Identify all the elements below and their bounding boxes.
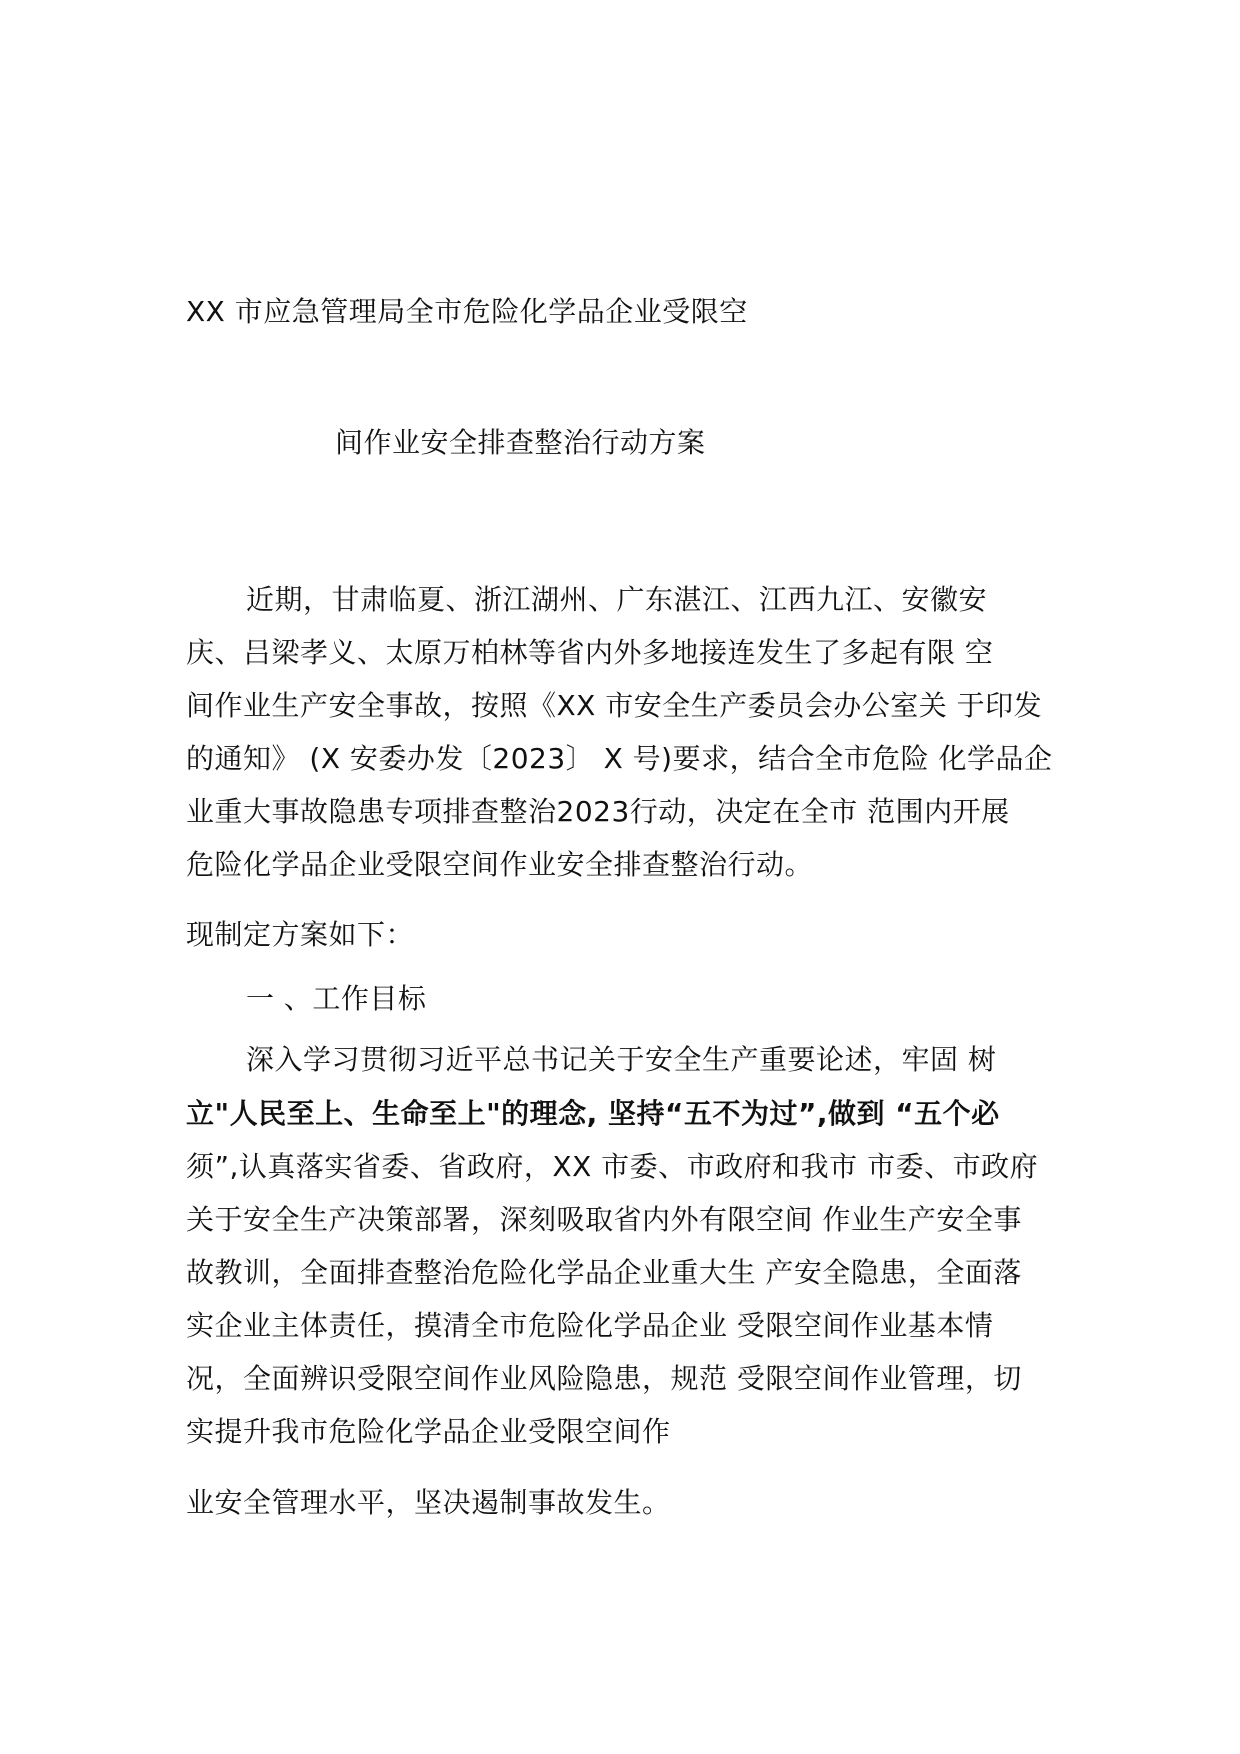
intro-line-1: 近期，甘肃临夏、浙江湖州、广东湛江、江西九江、安徽安 — [246, 583, 988, 616]
goal-line-4: 关于安全生产决策部署，深刻吸取省内外有限空间 作业生产安全事 — [186, 1203, 1022, 1236]
goal-line-3: 须”,认真落实省委、省政府，XX 市委、市政府和我市 市委、市政府 — [186, 1150, 1039, 1183]
intro-line-4: 的通知》 (X 安委办发〔2023〕 X 号)要求，结合全市危险 化学品企 — [186, 742, 1053, 775]
goal-line-2: 立"人民至上、生命至上"的理念, 坚持“五不为过”,做到 “五个必 — [186, 1097, 1000, 1130]
intro-line-6: 危险化学品企业受限空间作业安全排查整治行动。 — [186, 848, 814, 881]
intro-line-2: 庆、吕梁孝义、太原万柏林等省内外多地接连发生了多起有限 空 — [186, 636, 994, 669]
goal-line-1: 深入学习贯彻习近平总书记关于安全生产重要论述，牢固 树 — [246, 1043, 997, 1076]
goal-line-5: 故教训，全面排查整治危险化学品企业重大生 产安全隐患，全面落 — [186, 1256, 1022, 1289]
intro-line-3: 间作业生产安全事故，按照《XX 市安全生产委员会办公室关 于印发 — [186, 689, 1043, 722]
document-title-line-2: 间作业安全排查整治行动方案 — [335, 426, 706, 459]
intro-line-5: 业重大事故隐患专项排查整治2023行动，决定在全市 范围内开展 — [186, 795, 1010, 828]
goal-tail-line: 业安全管理水平，坚决遏制事故发生。 — [186, 1486, 671, 1519]
goal-line-8: 实提升我市危险化学品企业受限空间作 — [186, 1415, 671, 1448]
goal-line-6: 实企业主体责任，摸清全市危险化学品企业 受限空间作业基本情 — [186, 1309, 994, 1342]
document-title-line-1: XX 市应急管理局全市危险化学品企业受限空 — [186, 295, 748, 328]
goal-line-7: 况，全面辨识受限空间作业风险隐患，规范 受限空间作业管理，切 — [186, 1362, 1022, 1395]
section-heading-work-goals: 一 、工作目标 — [246, 982, 427, 1015]
plan-intro: 现制定方案如下： — [186, 918, 415, 951]
